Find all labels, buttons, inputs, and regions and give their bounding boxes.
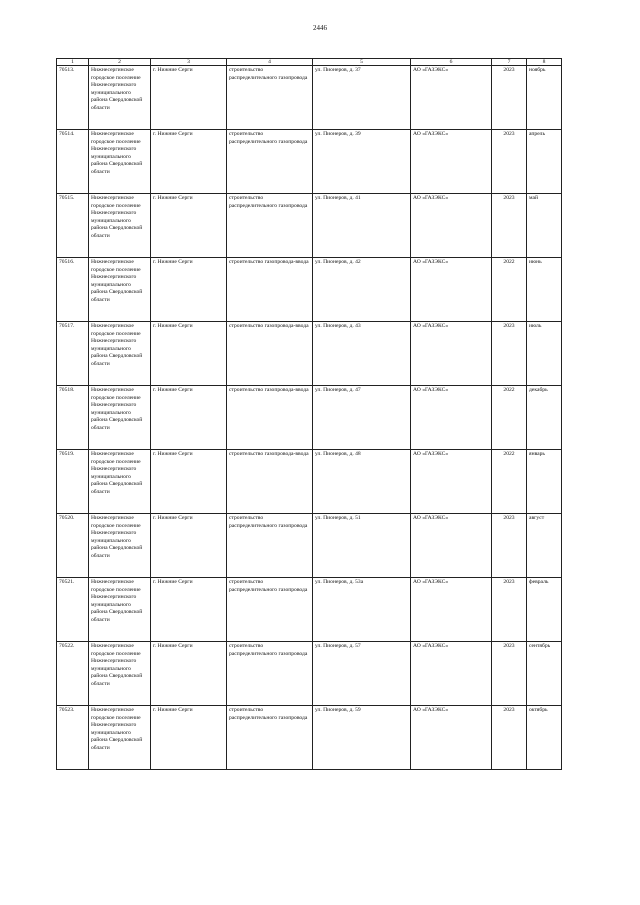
table-row <box>57 514 562 578</box>
locality-cell: г. Нижние Серги <box>151 578 227 642</box>
locality-cell: г. Нижние Серги <box>151 130 227 194</box>
month-cell: ноябрь <box>527 66 562 130</box>
year-cell: 2023 <box>492 194 527 258</box>
row-number: 70517. <box>57 322 89 386</box>
organization-cell: АО «ГАЗЭКС» <box>411 386 492 450</box>
month-cell: сентябрь <box>527 642 562 706</box>
municipality-cell: Нижнесергинское городское поселение Нижнесергинского муниципального района Свердловской области <box>89 66 151 130</box>
organization-cell: АО «ГАЗЭКС» <box>411 514 492 578</box>
work-type-cell: строительство распределительного газопровода <box>227 642 313 706</box>
work-type-cell: строительство распределительного газопровода <box>227 578 313 642</box>
year-cell: 2022 <box>492 386 527 450</box>
month-cell: июль <box>527 322 562 386</box>
table-row <box>57 450 562 514</box>
municipality-cell: Нижнесергинское городское поселение Нижнесергинского муниципального района Свердловской области <box>89 706 151 770</box>
row-number: 70522. <box>57 642 89 706</box>
row-number: 70520. <box>57 514 89 578</box>
locality-cell: г. Нижние Серги <box>151 514 227 578</box>
month-cell: апрель <box>527 130 562 194</box>
year-cell: 2023 <box>492 66 527 130</box>
address-cell: ул. Пионеров, д. 41 <box>313 194 411 258</box>
work-type-cell: строительство газопровода-ввода <box>227 450 313 514</box>
column-header: 7 <box>492 59 527 66</box>
municipality-cell: Нижнесергинское городское поселение Нижнесергинского муниципального района Свердловской области <box>89 578 151 642</box>
row-number: 70513. <box>57 66 89 130</box>
year-cell: 2023 <box>492 706 527 770</box>
organization-cell: АО «ГАЗЭКС» <box>411 130 492 194</box>
work-type-cell: строительство газопровода-ввода <box>227 322 313 386</box>
table-row <box>57 194 562 258</box>
address-cell: ул. Пионеров, д. 47 <box>313 386 411 450</box>
month-cell: июнь <box>527 258 562 322</box>
row-number: 70516. <box>57 258 89 322</box>
work-type-cell: строительство распределительного газопровода <box>227 130 313 194</box>
row-number: 70521. <box>57 578 89 642</box>
column-header: 3 <box>151 59 227 66</box>
year-cell: 2023 <box>492 578 527 642</box>
locality-cell: г. Нижние Серги <box>151 258 227 322</box>
address-cell: ул. Пионеров, д. 39 <box>313 130 411 194</box>
address-cell: ул. Пионеров, д. 37 <box>313 66 411 130</box>
month-cell: май <box>527 194 562 258</box>
locality-cell: г. Нижние Серги <box>151 450 227 514</box>
organization-cell: АО «ГАЗЭКС» <box>411 642 492 706</box>
header-row <box>57 59 562 66</box>
month-cell: октябрь <box>527 706 562 770</box>
month-cell: август <box>527 514 562 578</box>
table-row <box>57 322 562 386</box>
organization-cell: АО «ГАЗЭКС» <box>411 578 492 642</box>
year-cell: 2023 <box>492 322 527 386</box>
row-number: 70515. <box>57 194 89 258</box>
municipality-cell: Нижнесергинское городское поселение Нижнесергинского муниципального района Свердловской области <box>89 386 151 450</box>
municipality-cell: Нижнесергинское городское поселение Нижнесергинского муниципального района Свердловской области <box>89 514 151 578</box>
address-cell: ул. Пионеров, д. 48 <box>313 450 411 514</box>
column-header: 5 <box>313 59 411 66</box>
work-type-cell: строительство газопровода-ввода <box>227 386 313 450</box>
register-table <box>56 58 562 770</box>
table-row <box>57 66 562 130</box>
column-header: 2 <box>89 59 151 66</box>
column-header: 4 <box>227 59 313 66</box>
work-type-cell: строительство газопровода-ввода <box>227 258 313 322</box>
month-cell: январь <box>527 450 562 514</box>
year-cell: 2022 <box>492 258 527 322</box>
locality-cell: г. Нижние Серги <box>151 642 227 706</box>
year-cell: 2023 <box>492 514 527 578</box>
municipality-cell: Нижнесергинское городское поселение Нижнесергинского муниципального района Свердловской области <box>89 450 151 514</box>
table-row <box>57 386 562 450</box>
municipality-cell: Нижнесергинское городское поселение Нижнесергинского муниципального района Свердловской области <box>89 194 151 258</box>
municipality-cell: Нижнесергинское городское поселение Нижнесергинского муниципального района Свердловской области <box>89 130 151 194</box>
organization-cell: АО «ГАЗЭКС» <box>411 66 492 130</box>
row-number: 70519. <box>57 450 89 514</box>
year-cell: 2023 <box>492 642 527 706</box>
table-row <box>57 706 562 770</box>
address-cell: ул. Пионеров, д. 42 <box>313 258 411 322</box>
table-row <box>57 578 562 642</box>
locality-cell: г. Нижние Серги <box>151 386 227 450</box>
locality-cell: г. Нижние Серги <box>151 322 227 386</box>
organization-cell: АО «ГАЗЭКС» <box>411 706 492 770</box>
organization-cell: АО «ГАЗЭКС» <box>411 194 492 258</box>
work-type-cell: строительство распределительного газопровода <box>227 194 313 258</box>
municipality-cell: Нижнесергинское городское поселение Нижнесергинского муниципального района Свердловской области <box>89 642 151 706</box>
address-cell: ул. Пионеров, д. 43 <box>313 322 411 386</box>
address-cell: ул. Пионеров, д. 53а <box>313 578 411 642</box>
work-type-cell: строительство распределительного газопровода <box>227 66 313 130</box>
organization-cell: АО «ГАЗЭКС» <box>411 322 492 386</box>
row-number: 70514. <box>57 130 89 194</box>
page-number: 2446 <box>313 24 327 32</box>
work-type-cell: строительство распределительного газопровода <box>227 706 313 770</box>
year-cell: 2023 <box>492 130 527 194</box>
table-row <box>57 130 562 194</box>
month-cell: февраль <box>527 578 562 642</box>
table-row <box>57 642 562 706</box>
locality-cell: г. Нижние Серги <box>151 194 227 258</box>
organization-cell: АО «ГАЗЭКС» <box>411 258 492 322</box>
municipality-cell: Нижнесергинское городское поселение Нижнесергинского муниципального района Свердловской области <box>89 322 151 386</box>
table-body <box>57 66 562 770</box>
address-cell: ул. Пионеров, д. 57 <box>313 642 411 706</box>
column-header: 8 <box>527 59 562 66</box>
column-header: 6 <box>411 59 492 66</box>
work-type-cell: строительство распределительного газопровода <box>227 514 313 578</box>
column-header: 1 <box>57 59 89 66</box>
locality-cell: г. Нижние Серги <box>151 706 227 770</box>
locality-cell: г. Нижние Серги <box>151 66 227 130</box>
month-cell: декабрь <box>527 386 562 450</box>
address-cell: ул. Пионеров, д. 59 <box>313 706 411 770</box>
organization-cell: АО «ГАЗЭКС» <box>411 450 492 514</box>
municipality-cell: Нижнесергинское городское поселение Нижнесергинского муниципального района Свердловской области <box>89 258 151 322</box>
address-cell: ул. Пионеров, д. 51 <box>313 514 411 578</box>
year-cell: 2022 <box>492 450 527 514</box>
row-number: 70518. <box>57 386 89 450</box>
table-row <box>57 258 562 322</box>
row-number: 70523. <box>57 706 89 770</box>
